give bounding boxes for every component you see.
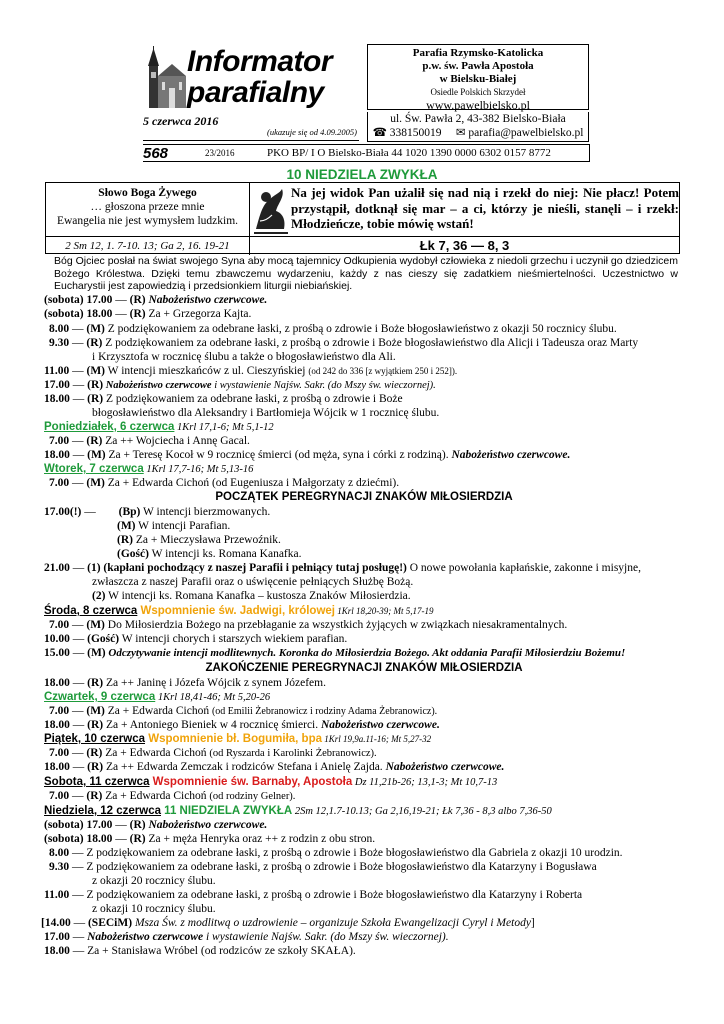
mass-time: 7.00	[49, 790, 70, 802]
celebrant: (M)	[87, 647, 106, 659]
dash: —	[69, 790, 87, 802]
mass-entry	[44, 505, 270, 519]
mass-time: 17.00(!)	[44, 506, 82, 518]
celebrant: (R)	[129, 308, 146, 320]
dash: —	[69, 619, 87, 631]
mass-intention-continued: z okazji 20 rocznicy ślubu.	[92, 875, 216, 887]
mass-intention: W intencji ks. Romana Kanafka.	[148, 548, 302, 560]
celebrant: (R)	[129, 819, 146, 831]
mass-entry	[44, 392, 403, 406]
issue-date: 5 czerwca 2016	[143, 114, 219, 128]
mass-intention: W intencji ks. Romana Kanafka – kustosza Znaków Miłosierdzia.	[105, 590, 411, 602]
mass-intention: Do Miłosierdzia Bożego na przebłaganie za wszystkich żyjących w związkach niesakramentalnych.	[104, 619, 568, 631]
mass-note: (od rodziny Gelner).	[209, 791, 296, 802]
celebrant: (M)	[86, 323, 105, 335]
mass-intention: Za + Edwarda Cichoń	[102, 747, 210, 759]
dash: —	[69, 719, 88, 731]
mass-time: 18.00	[44, 761, 70, 773]
word-line2: … głoszona przeze mnie	[90, 201, 205, 213]
word-of-god-panel	[46, 183, 250, 236]
mass-intention-continued: zwłaszcza z naszej Parafii oraz o uświęcenie pełniących Służbę Bożą.	[92, 576, 414, 588]
mass-entry	[41, 916, 535, 930]
gospel-illustration-icon	[252, 185, 290, 235]
day-memorial: Wspomnienie św. Barnaby, Apostoła	[149, 776, 353, 788]
celebrant: (R)	[129, 833, 146, 845]
mass-note: (od Ryszarda i Karolinki Żebranowicz).	[209, 748, 377, 759]
mass-time: 15.00	[44, 647, 70, 659]
mass-entry	[117, 547, 302, 561]
section-heading: ZAKOŃCZENIE PEREGRYNACJI ZNAKÓW MIŁOSIERDZIA	[205, 662, 523, 674]
day-readings: 1Krl 17,7-16; Mt 5,13-16	[143, 464, 254, 475]
mass-intention: Nabożeństwo czerwcowe.	[145, 819, 268, 831]
mass-intention: Nabożeństwo czerwcowe.	[145, 294, 268, 306]
mass-intention: W intencji chorych i starszych wiekiem parafian.	[119, 633, 348, 645]
celebrant: (M)	[87, 449, 106, 461]
mass-entry	[44, 307, 251, 321]
mass-time: 10.00	[44, 633, 70, 645]
dash: —	[69, 323, 87, 335]
mass-entry	[44, 718, 440, 732]
mass-entry	[49, 789, 295, 804]
dash: —	[69, 931, 88, 943]
mass-time: 7.00	[49, 747, 70, 759]
day-name: Sobota, 11 czerwca	[44, 776, 150, 788]
mass-intention: Za + Teresę Kocoł w 9 rocznicę śmierci (od męża, syna i córki z rodziną).	[105, 449, 452, 461]
mass-entry	[49, 336, 638, 350]
dash: —	[69, 449, 88, 461]
mass-intention: W intencji mieszkańców z ul. Cieszyńskiej	[105, 365, 309, 377]
mass-intention: Z podziękowaniem za odebrane łaski, z prośbą o zdrowie i Boże błogosławieństwo dla Katarzyny i Bogusława	[86, 861, 597, 873]
dash: —	[69, 889, 87, 901]
dash: —	[69, 435, 87, 447]
mass-time: 9.30	[49, 337, 70, 349]
dash: —	[112, 819, 130, 831]
church-icon	[145, 46, 189, 108]
mass-intention: Za + Edwarda Cichoń	[102, 790, 210, 802]
mass-time: 11.00	[44, 889, 70, 901]
published-since: (ukazuje się od 4.09.2005)	[267, 127, 357, 137]
mass-entry	[49, 746, 377, 761]
mass-time: 7.00	[49, 477, 70, 489]
mass-intention: Odczytywanie intencji modlitewnych. Koronka do Miłosierdzia Bożego. Akt oddania Parafii Miłosierdziu Bożemu!	[105, 647, 626, 659]
celebrant: (M)	[86, 365, 106, 377]
mass-intention: Z podziękowaniem za odebrane łaski, z prośbą o zdrowie i Boże błogosławieństwo dla Katarzyny i Roberta	[86, 889, 583, 901]
parish-website[interactable]: www.pawelbielsko.pl	[426, 98, 530, 112]
day-readings: 1Krl 17,1-6; Mt 5,1-12	[174, 422, 274, 433]
mass-entry	[117, 533, 281, 547]
day-heading	[44, 462, 253, 477]
day-name: Środa, 8 czerwca	[44, 605, 138, 617]
mass-intention: Z podziękowaniem za odebrane łaski, z prośbą o zdrowie i Boże	[103, 393, 403, 405]
dash: —	[69, 677, 88, 689]
mass-entry	[49, 704, 437, 719]
day-heading	[44, 690, 270, 705]
dash: —	[112, 294, 130, 306]
dash: —	[69, 945, 88, 957]
mass-intention: Z podziękowaniem za odebrane łaski, z prośbą o zdrowie i Boże błogosławieństwo dla Alicji i Tadeusza oraz Marty	[102, 337, 639, 349]
mass-intention-continued: z okazji 10 rocznicy ślubu.	[92, 903, 216, 915]
day-heading	[44, 775, 497, 790]
day-name: Niedziela, 12 czerwca	[44, 805, 161, 817]
celebrant: (Bp)	[118, 506, 141, 518]
celebrant: (M)	[117, 520, 136, 532]
dash: —	[112, 308, 130, 320]
readings-row	[46, 236, 679, 255]
dash: —	[69, 761, 88, 773]
day-readings: 1Krl 19,9a.11-16; Mt 5,27-32	[322, 734, 432, 744]
sunday-title: 10 NIEDZIELA ZWYKŁA	[286, 167, 438, 182]
parish-name: Parafia Rzymsko-Katolicka	[412, 47, 544, 59]
mass-entry	[44, 818, 267, 832]
celebrant: (R)	[87, 677, 104, 689]
mass-time: 17.00	[44, 931, 70, 943]
mass-entry	[44, 646, 625, 660]
section-heading: POCZĄTEK PEREGRYNACJI ZNAKÓW MIŁOSIERDZIA	[215, 491, 513, 503]
parish-city: w Bielsku-Białej	[439, 73, 517, 85]
mass-entry	[44, 364, 457, 378]
mass-entry	[92, 589, 411, 603]
day-name: Czwartek, 9 czerwca	[44, 691, 156, 703]
mass-time: 17.00	[44, 379, 70, 391]
mass-entry	[44, 632, 347, 646]
mass-time: 7.00	[49, 619, 70, 631]
gospel-reference: Łk 7, 36 — 8, 3	[419, 238, 510, 253]
celebrant: (R)	[87, 761, 104, 773]
celebrant: (R)	[87, 379, 104, 391]
day-heading	[44, 604, 434, 618]
issue-row	[143, 144, 590, 162]
mass-time: 11.00	[44, 365, 70, 377]
celebrant: (R)	[87, 719, 104, 731]
mass-note: (od 242 do 336 [z wyjątkiem 250 i 252]).	[308, 366, 458, 376]
dash: —	[69, 562, 88, 574]
celebrant: (SECiM)	[87, 917, 133, 929]
mass-intention: W intencji bierzmowanych.	[140, 506, 271, 518]
dash: —	[69, 379, 88, 391]
day-readings: 2Sm 12,1.7-10.13; Ga 2,16,19-21; Łk 7,36 - 8,3 albo 7,36-50	[292, 806, 552, 817]
email-address[interactable]: parafia@pawelbielsko.pl	[468, 127, 584, 139]
day-name: Wtorek, 7 czerwca	[44, 463, 144, 475]
mass-entry	[44, 378, 436, 393]
mass-note: Nabożeństwo czerwcowe.	[321, 719, 440, 731]
mass-entry	[44, 888, 582, 902]
mass-time: (sobota) 18.00	[44, 833, 113, 845]
mass-intention: Z podziękowaniem za odebrane łaski, z prośbą o zdrowie i Boże błogosławieństwo dla Gabriela z okazji 10 urodzin.	[86, 847, 623, 859]
mass-time: 8.00	[49, 847, 70, 859]
parish-address: ul. Św. Pawła 2, 43-382 Bielsko-Biała	[390, 113, 566, 125]
mass-entry	[117, 519, 230, 533]
mass-time: 7.00	[49, 705, 70, 717]
mass-entry	[44, 676, 326, 690]
day-readings: 1Krl 18,20-39; Mt 5,17-19	[335, 606, 434, 616]
phone-number: 338150019	[389, 127, 442, 139]
contact-box	[367, 112, 589, 142]
mass-intention: Z podziękowaniem za odebrane łaski, z prośbą o zdrowie i Boże błogosławieństwo z okazji 50 rocznicy ślubu.	[104, 323, 617, 335]
dash: —	[69, 747, 87, 759]
mass-entry	[44, 293, 267, 307]
bank-account: PKO BP/ I O Bielsko-Biała 44 1020 1390 0000 6302 0157 8772	[267, 147, 551, 159]
mass-intention: Za + Stanisława Wróbel (od rodziców ze szkoły SKAŁA).	[87, 945, 356, 957]
day-heading	[44, 420, 274, 435]
mass-note: i wystawienie Najśw. Sakr. (do Mszy św. wieczornej).	[211, 380, 436, 391]
mass-intention: Za + Edwarda Cichoń	[104, 705, 212, 717]
celebrant: (Gość)	[87, 633, 120, 645]
mass-intention: Za + Edwarda Cichoń (od Eugeniusza i Małgorzaty z dziećmi).	[104, 477, 400, 489]
mass-intention: Za + Mieczysława Przewoźnik.	[132, 534, 281, 546]
mass-time: 9.30	[49, 861, 70, 873]
mass-entry	[49, 860, 597, 874]
dash: —	[69, 477, 87, 489]
day-readings: Dz 11,21b-26; 13,1-3; Mt 10,7-13	[352, 777, 498, 788]
day-heading	[44, 804, 552, 819]
celebrant: (M)	[86, 619, 105, 631]
mass-intention: Za ++ Wojciecha i Annę Gacal.	[102, 435, 250, 447]
mass-time: 7.00	[49, 435, 70, 447]
mass-intention-continued: i Krzysztofa w rocznicę ślubu a także o błogosławieństwo dla Ali.	[92, 351, 396, 363]
mass-intention: Za ++ Edwarda Zemczak i rodziców Stefana i Anielę Zajda.	[103, 761, 386, 773]
mass-time: 18.00	[44, 719, 70, 731]
mass-entry	[49, 846, 623, 860]
day-memorial: 11 NIEDZIELA ZWYKŁA	[160, 805, 293, 817]
celebrant: (Gość)	[117, 548, 149, 560]
dash: —	[69, 861, 87, 873]
celebrant: (R)	[87, 393, 104, 405]
masthead-title-line1: Informator	[187, 45, 332, 78]
celebrant: (R)	[129, 294, 146, 306]
dash: —	[69, 337, 87, 349]
dash: —	[69, 847, 87, 859]
mass-entry	[44, 760, 504, 774]
bulletin-header	[143, 44, 590, 162]
celebrant: (2)	[92, 590, 106, 602]
dash: —	[69, 633, 88, 645]
celebrant: (M)	[86, 477, 105, 489]
bracket: ]	[530, 917, 535, 929]
mass-intention: Za ++ Janinę i Józefa Wójcik z synem Józefem.	[103, 677, 326, 689]
gospel-box	[45, 182, 680, 254]
intro-paragraph: Bóg Ojciec posłał na świat swojego Syna aby mocą tajemnicy Odkupienia wydobył człowieka z niedoli grzechu i uczynił go dziedzicem Bożego Królestwa. Dzięki temu zbawczemu wydarzeniu, każdy z nas cieszy się zadatkiem nieśmiertelności. Uczestnictwo w Eucharystii jest zapowiedzią i przedsionkiem liturgii niebiańskiej.	[54, 255, 678, 292]
mass-intention: Nabożeństwo czerwcowe	[103, 380, 212, 391]
mass-time: 18.00	[44, 393, 70, 405]
day-name: Piątek, 10 czerwca	[44, 733, 146, 745]
mass-note: Nabożeństwo czerwcowe.	[451, 449, 571, 461]
issue-code: 23/2016	[205, 148, 235, 158]
mass-note: i wystawienie Najśw. Sakr. (do Mszy św. wieczornej).	[203, 931, 449, 943]
mass-intention: O nowe powołania kapłańskie, zakonne i misyjne,	[406, 562, 641, 574]
mass-time: (sobota) 17.00	[44, 819, 113, 831]
day-heading	[44, 732, 431, 746]
masthead	[143, 44, 359, 110]
mass-intention: Za + męża Henryka oraz ++ z rodzin z obu stron.	[145, 833, 376, 845]
celebrant: (R)	[86, 747, 103, 759]
readings: 2 Sm 12, 1. 7-10. 13; Ga 2, 16. 19-21	[46, 237, 250, 255]
masthead-title-line2: parafialny	[187, 76, 324, 109]
mass-entry	[44, 930, 449, 944]
day-memorial: Wspomnienie św. Jadwigi, królowej	[137, 605, 335, 617]
gospel-quote: Na jej widok Pan użalił się nad nią i rzekł do niej: Nie płacz! Potem przystąpił, dotknął się mar – a ci, którzy je nieśli, stanęli – i rzekł: Młodzieńcze, tobie mówię wstań!	[291, 185, 679, 231]
mass-intention: Msza Św. z modlitwą o uzdrowienie – organizuje Szkoła Ewangelizacji Cyryl i Metody	[132, 917, 531, 929]
dash: —	[69, 705, 87, 717]
mass-time: 18.00	[44, 677, 70, 689]
mass-note: (od Emilii Żebranowicz i rodziny Adama Żebranowicz).	[211, 706, 438, 717]
mass-entry	[44, 448, 570, 462]
mass-entry	[49, 476, 399, 490]
phone-icon: ☎	[372, 127, 387, 139]
envelope-icon: ✉	[455, 127, 466, 139]
dash: —	[70, 917, 88, 929]
dash: —	[69, 393, 88, 405]
celebrant: (M)	[86, 705, 105, 717]
dash: —	[69, 365, 87, 377]
parish-patron: p.w. św. Pawła Apostoła	[422, 60, 534, 72]
parish-info-box	[367, 44, 589, 110]
dash: —	[81, 506, 99, 518]
mass-entry	[49, 618, 567, 632]
mass-time: 21.00	[44, 562, 70, 574]
parish-district: Osiedle Polskich Skrzydeł	[430, 87, 526, 97]
mass-entry	[44, 832, 375, 846]
celebrant: (R)	[86, 790, 103, 802]
mass-note: Nabożeństwo czerwcowe.	[385, 761, 505, 773]
celebrant: (R)	[86, 435, 103, 447]
mass-time: 18.00	[44, 945, 70, 957]
mass-time: [14.00	[41, 917, 71, 929]
mass-time: 18.00	[44, 449, 70, 461]
mass-entry	[49, 434, 250, 448]
issue-number: 568	[143, 145, 169, 162]
dash: —	[69, 647, 88, 659]
mass-entry	[44, 561, 641, 575]
mass-entry	[44, 944, 356, 958]
celebrant: (R)	[86, 337, 103, 349]
mass-intention: W intencji Parafian.	[135, 520, 231, 532]
mass-intention: Za + Grzegorza Kajta.	[145, 308, 252, 320]
mass-intention: Za + Antoniego Bieniek w 4 rocznicę śmierci.	[103, 719, 321, 731]
mass-time: (sobota) 17.00	[44, 294, 113, 306]
day-name: Poniedziałek, 6 czerwca	[44, 421, 175, 433]
date-row	[143, 112, 359, 141]
mass-time: (sobota) 18.00	[44, 308, 113, 320]
mass-time: 8.00	[49, 323, 70, 335]
celebrant: (R)	[117, 534, 133, 546]
day-readings: 1Krl 18,41-46; Mt 5,20-26	[155, 692, 271, 703]
day-memorial: Wspomnienie bł. Bogumiła, bpa	[145, 733, 322, 745]
mass-intention-continued: błogosławieństwo dla Aleksandry i Bartłomieja Wójcik w 1 rocznicę ślubu.	[92, 407, 440, 419]
mass-intention: Nabożeństwo czerwcowe	[87, 931, 204, 943]
word-title: Słowo Boga Żywego	[98, 187, 197, 199]
celebrant: (1) (kapłani pochodzący z naszej Parafii i pełniący tutaj posługę!)	[87, 562, 407, 574]
dash: —	[112, 833, 130, 845]
contact-line	[368, 126, 588, 140]
mass-entry	[49, 322, 617, 336]
word-line3: Ewangelia nie jest wymysłem ludzkim.	[56, 215, 239, 227]
